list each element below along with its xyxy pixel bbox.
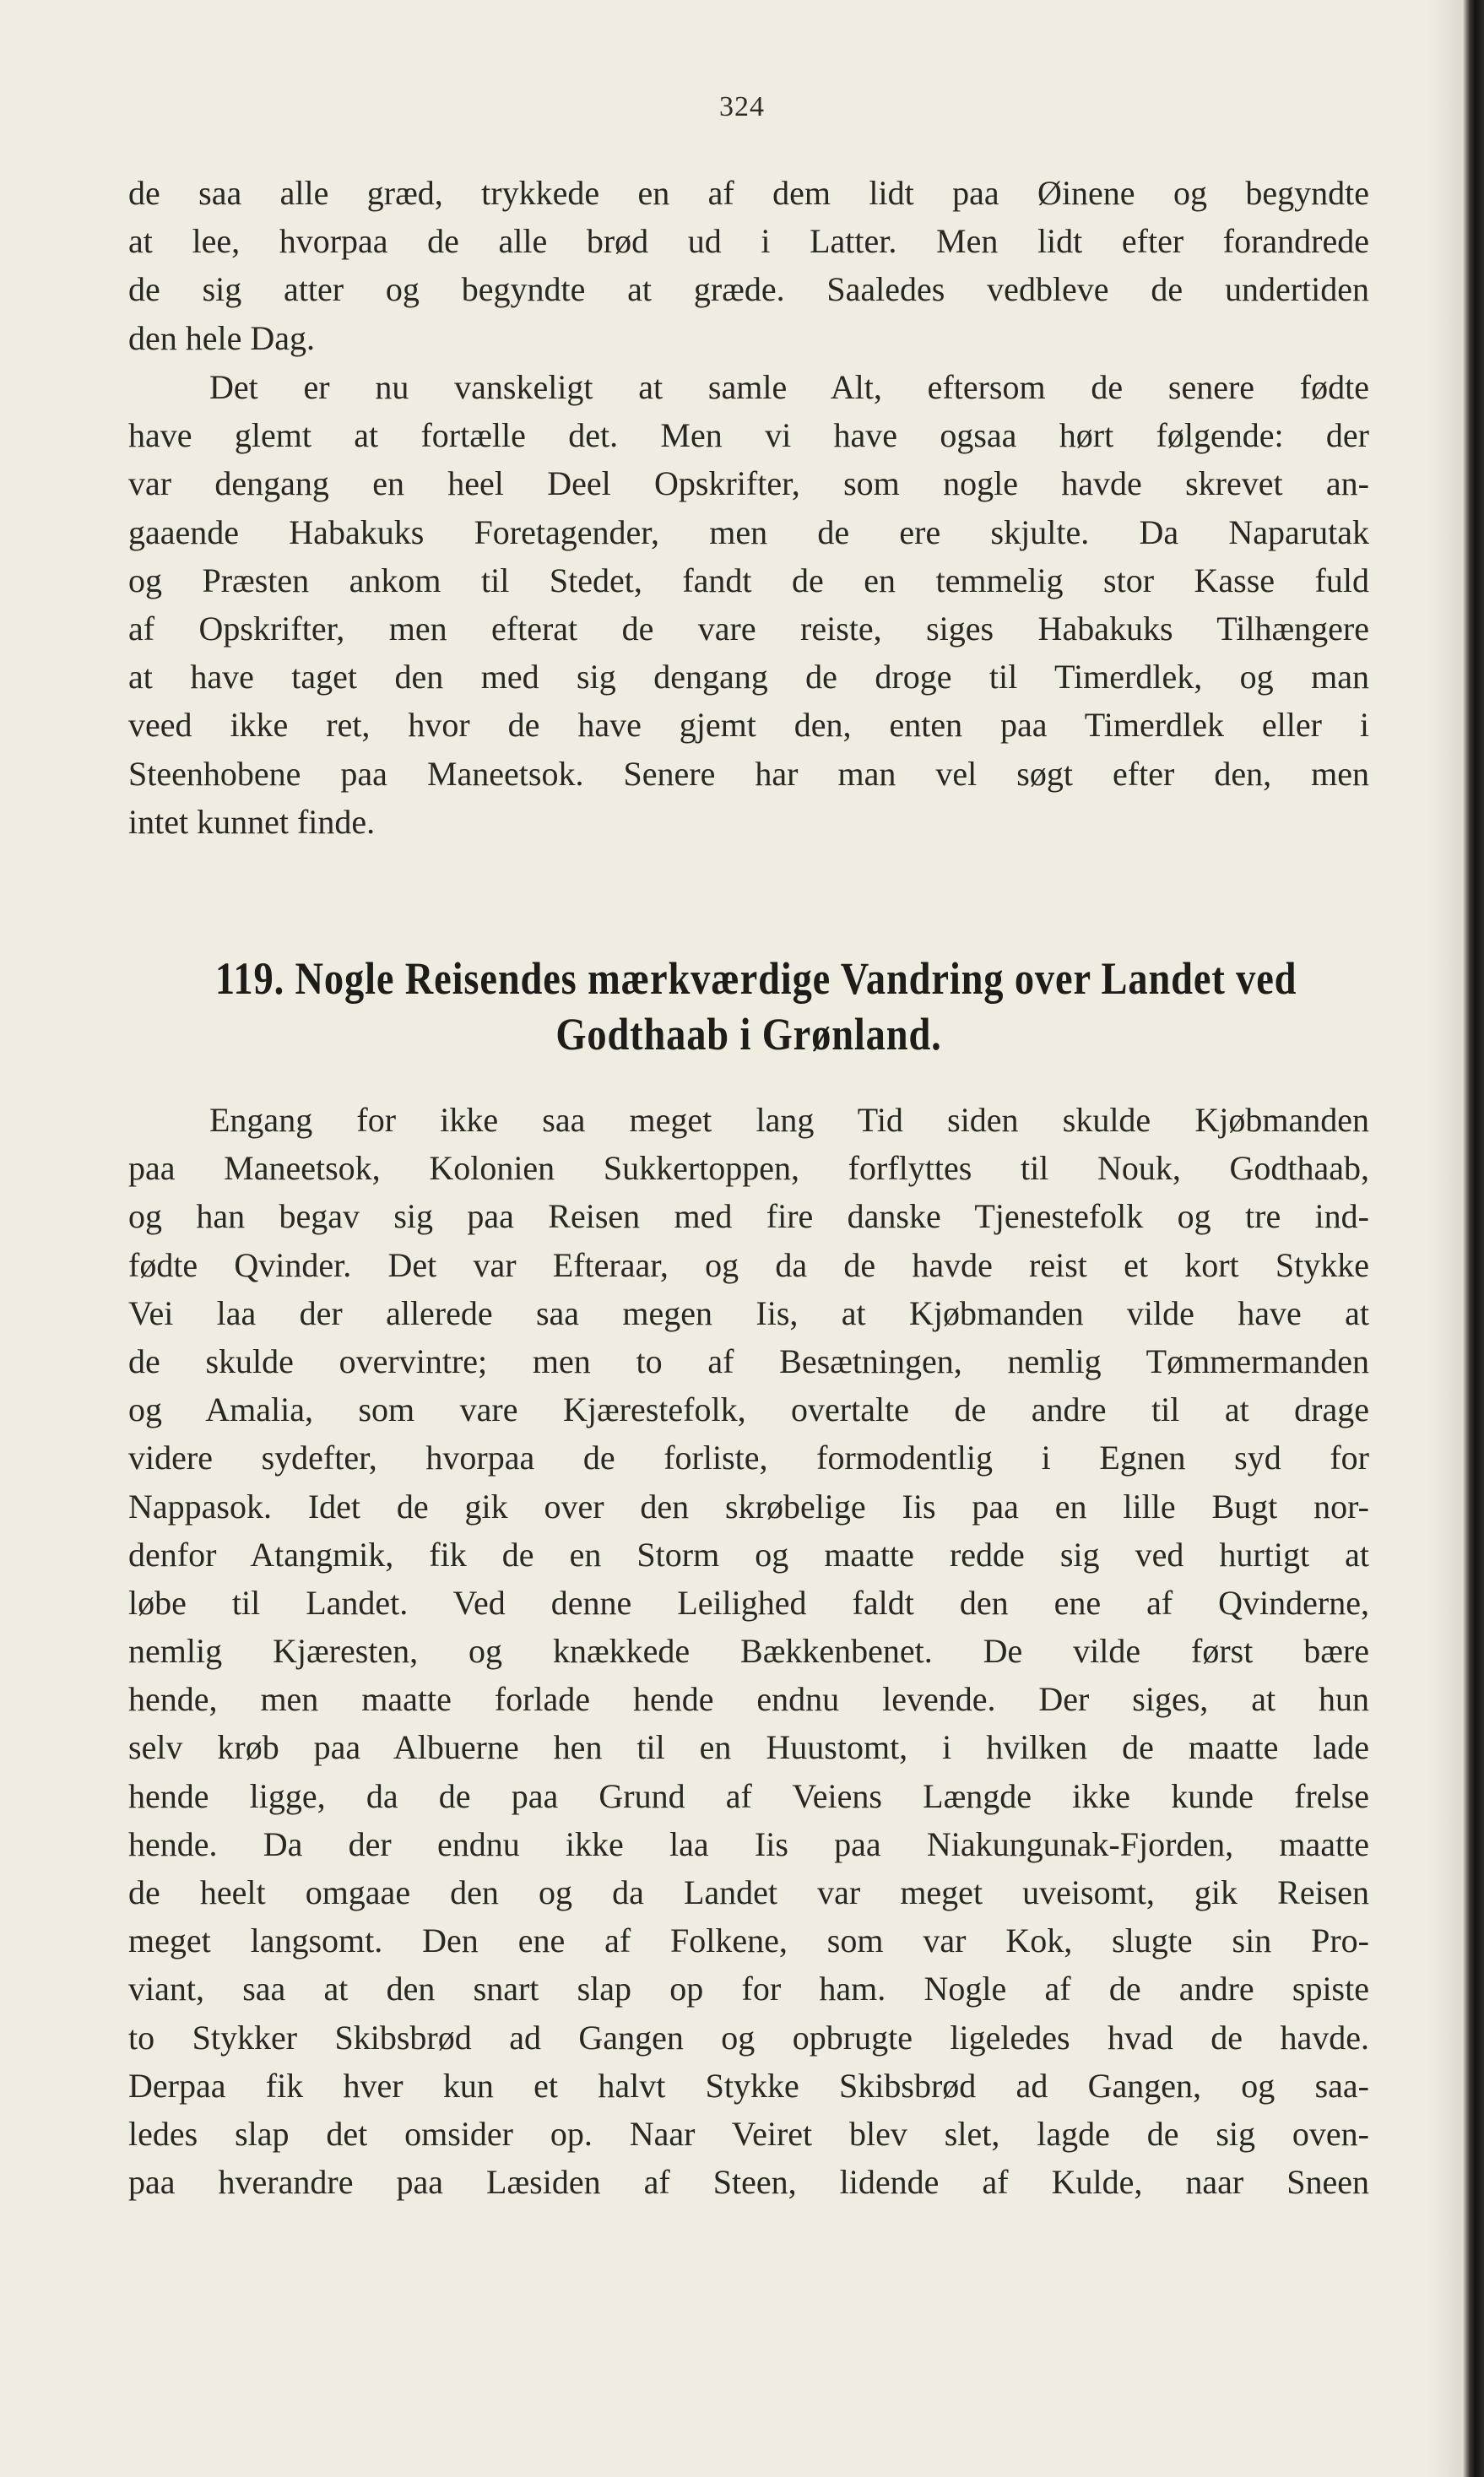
heading-line: 119. Nogle Reisendes mærkværdige Vandring over Landet ved	[214, 953, 1297, 1004]
text-line: de sig atter og begyndte at græde. Saaledes vedbleve de undertiden	[128, 270, 1369, 309]
text-line: at lee, hvorpaa de alle brød ud i Latter. Men lidt efter forandrede	[128, 222, 1369, 261]
text-line: Nappasok. Idet de gik over den skrøbelige Iis paa en lille Bugt nor-	[128, 1487, 1369, 1526]
text-line: Vei laa der allerede saa megen Iis, at Kjøbmanden vilde have at	[128, 1293, 1369, 1332]
text-line: ledes slap det omsider op. Naar Veiret blev slet, lagde de sig oven-	[128, 2114, 1369, 2153]
text-line: den hele Dag.	[128, 318, 316, 357]
text-line: to Stykker Skibsbrød ad Gangen og opbrugte ligeledes hvad de havde.	[128, 2018, 1369, 2057]
text-line: var dengang en heel Deel Opskrifter, som nogle havde skrevet an-	[128, 464, 1369, 503]
text-line: og Amalia, som vare Kjærestefolk, overtalte de andre til at drage	[128, 1390, 1369, 1429]
text-line: af Opskrifter, men efterat de vare reiste, siges Habakuks Tilhængere	[128, 609, 1369, 648]
paragraph	[128, 1096, 1369, 2206]
paragraph	[128, 363, 1369, 846]
section-heading	[214, 951, 1297, 1062]
text-line: hende, men maatte forlade hende endnu levende. Der siges, at hun	[128, 1680, 1369, 1719]
text-line: paa hverandre paa Læsiden af Steen, lidende af Kulde, naar Sneen	[128, 2163, 1369, 2202]
text-line: gaaende Habakuks Foretagender, men de ere skjulte. Da Naparutak	[128, 512, 1369, 551]
text-line: de skulde overvintre; men to af Besætningen, nemlig Tømmermanden	[128, 1341, 1369, 1380]
page-number: 324	[719, 91, 765, 122]
text-line: videre sydefter, hvorpaa de forliste, formodentlig i Egnen syd for	[128, 1439, 1369, 1477]
text-line: hende ligge, da de paa Grund af Veiens Længde ikke kunde frelse	[128, 1776, 1369, 1815]
text-line: de saa alle græd, trykkede en af dem lidt paa Øinene og begyndte	[128, 174, 1369, 212]
text-line: veed ikke ret, hvor de have gjemt den, enten paa Timerdlek eller i	[128, 706, 1369, 745]
text-line: Derpaa fik hver kun et halvt Stykke Skibsbrød ad Gangen, og saa-	[128, 2066, 1369, 2105]
text-line: løbe til Landet. Ved denne Leilighed faldt den ene af Qvinderne,	[128, 1583, 1369, 1622]
text-line: Steenhobene paa Maneetsok. Senere har man vel søgt efter den, men	[128, 754, 1369, 793]
text-line: de heelt omgaae den og da Landet var meget uveisomt, gik Reisen	[128, 1873, 1369, 1911]
gutter-shadow	[1428, 0, 1462, 2477]
text-line: meget langsomt. Den ene af Folkene, som var Kok, slugte sin Pro-	[128, 1921, 1369, 1960]
text-line: denfor Atangmik, fik de en Storm og maatte redde sig ved hurtigt at	[128, 1535, 1369, 1574]
text-line: selv krøb paa Albuerne hen til en Huustomt, i hvilken de maatte lade	[128, 1728, 1369, 1767]
text-line: nemlig Kjæresten, og knækkede Bækkenbenet. De vilde først bære	[128, 1632, 1369, 1671]
text-line: Engang for ikke saa meget lang Tid siden skulde Kjøbmanden	[209, 1101, 1369, 1139]
text-line: have glemt at fortælle det. Men vi have ogsaa hørt følgende: der	[128, 416, 1369, 455]
text-line: paa Maneetsok, Kolonien Sukkertoppen, forflyttes til Nouk, Godthaab,	[128, 1149, 1369, 1188]
heading-line: Godthaab i Grønland.	[555, 1009, 942, 1060]
text-line: og Præsten ankom til Stedet, fandt de en temmelig stor Kasse fuld	[128, 561, 1369, 599]
book-spine-edge	[1462, 0, 1484, 2477]
text-line: at have taget den med sig dengang de droge til Timerdlek, og man	[128, 658, 1369, 696]
text-line: intet kunnet finde.	[128, 802, 376, 841]
text-line: og han begav sig paa Reisen med fire danske Tjenestefolk og tre ind-	[128, 1197, 1369, 1236]
text-line: fødte Qvinder. Det var Efteraar, og da de havde reist et kort Stykke	[128, 1245, 1369, 1284]
paragraph-continued	[128, 169, 1369, 362]
text-line: viant, saa at den snart slap op for ham. Nogle af de andre spiste	[128, 1970, 1369, 2008]
text-line: Det er nu vanskeligt at samle Alt, eftersom de senere fødte	[209, 368, 1369, 406]
text-line: hende. Da der endnu ikke laa Iis paa Niakungunak-Fjorden, maatte	[128, 1824, 1369, 1863]
